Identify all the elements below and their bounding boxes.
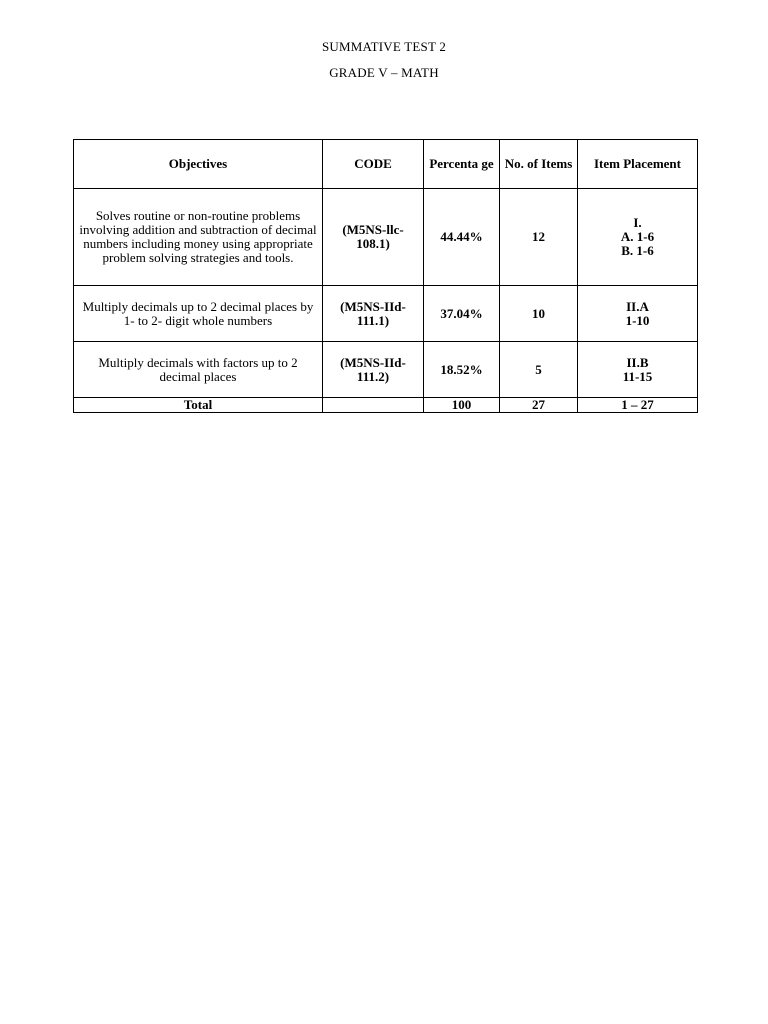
column-header-percentage: Percenta ge bbox=[424, 140, 500, 189]
percentage-cell: 37.04% bbox=[424, 286, 500, 342]
table-header-row bbox=[74, 140, 698, 189]
placement-line: A. 1-6 bbox=[620, 229, 655, 244]
code-cell bbox=[323, 286, 424, 342]
placement-cell bbox=[578, 286, 698, 342]
table-row bbox=[74, 189, 698, 286]
column-header-code: CODE bbox=[323, 140, 424, 189]
total-percentage: 100 bbox=[424, 398, 500, 413]
placement-line: II.B bbox=[626, 354, 649, 370]
placement-line: 1-10 bbox=[625, 312, 650, 328]
placement-line: B. 1-6 bbox=[621, 243, 654, 258]
placement-cell bbox=[578, 342, 698, 398]
placement-line: II.A bbox=[626, 298, 649, 314]
placement-line: I. bbox=[633, 215, 642, 230]
items-cell: 12 bbox=[500, 189, 578, 286]
table-of-specifications bbox=[73, 139, 698, 413]
code-text: (M5NS-IId-111.1) bbox=[340, 298, 406, 328]
table-row bbox=[74, 286, 698, 342]
placement-cell bbox=[578, 189, 698, 286]
document-title: SUMMATIVE TEST 2 bbox=[321, 39, 447, 54]
code-text: (M5NS-IId-111.2) bbox=[340, 354, 406, 384]
column-header-items: No. of Items bbox=[500, 140, 578, 189]
total-label: Total bbox=[74, 398, 323, 413]
items-cell: 5 bbox=[500, 342, 578, 398]
table-row bbox=[74, 342, 698, 398]
percentage-cell: 18.52% bbox=[424, 342, 500, 398]
objective-cell: Solves routine or non-routine problems involving addition and subtraction of decimal numbers including money using appropriate problem solving strategies and tools. bbox=[74, 189, 323, 286]
percentage-cell: 44.44% bbox=[424, 189, 500, 286]
document-subtitle: GRADE V – MATH bbox=[329, 65, 439, 80]
total-row bbox=[74, 398, 698, 413]
total-code-cell bbox=[323, 398, 424, 413]
objective-cell: Multiply decimals up to 2 decimal places by 1- to 2- digit whole numbers bbox=[74, 286, 323, 342]
column-header-placement: Item Placement bbox=[578, 140, 698, 189]
total-placement: 1 – 27 bbox=[578, 398, 698, 413]
code-cell bbox=[323, 189, 424, 286]
placement-line: 11-15 bbox=[622, 368, 653, 384]
objective-cell: Multiply decimals with factors up to 2 decimal places bbox=[74, 342, 323, 398]
code-cell bbox=[323, 342, 424, 398]
items-cell: 10 bbox=[500, 286, 578, 342]
total-items: 27 bbox=[500, 398, 578, 413]
code-text: (M5NS-llc-108.1) bbox=[342, 222, 404, 251]
column-header-objectives: Objectives bbox=[74, 140, 323, 189]
